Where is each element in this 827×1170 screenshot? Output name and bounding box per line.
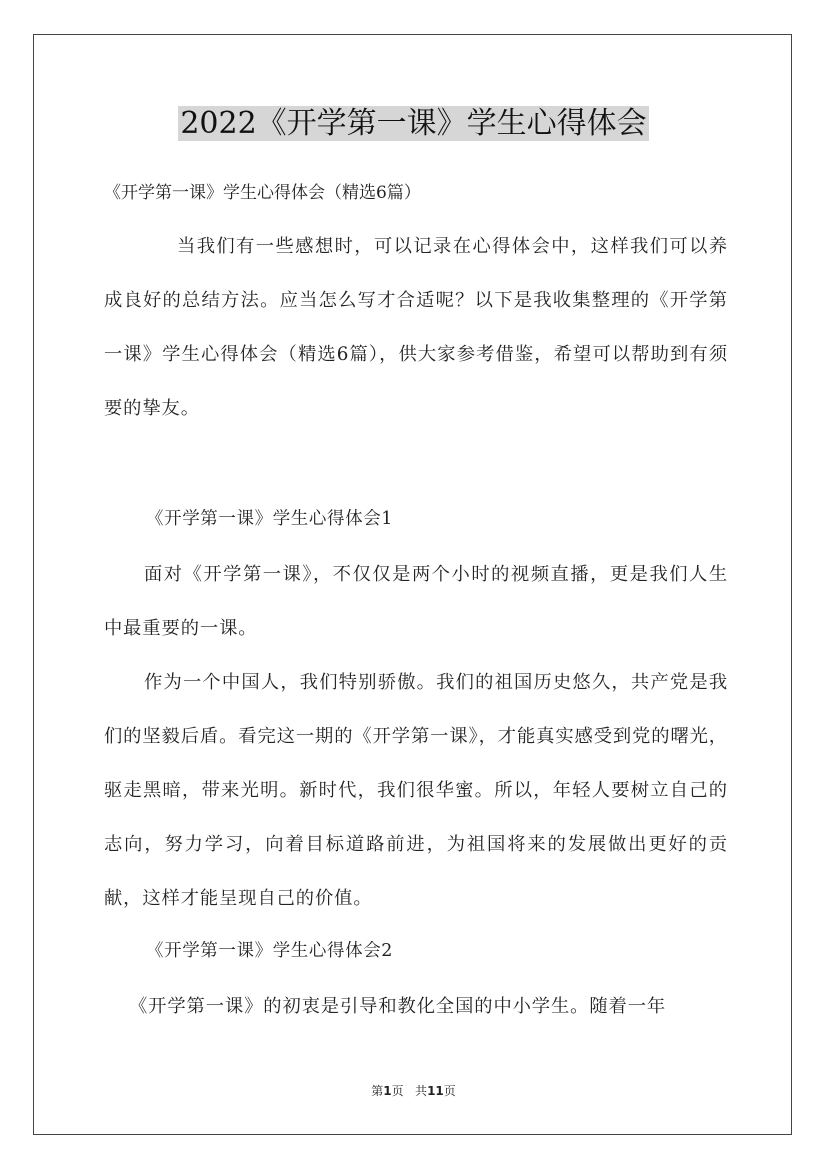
document-title-text: 2022《开学第一课》学生心得体会 (180, 106, 647, 141)
document-subtitle: 《开学第一课》学生心得体会（精选6篇） (104, 183, 421, 203)
section-1-heading: 《开学第一课》学生心得体会1 (146, 509, 394, 529)
section-1-paragraph-1: 面对《开学第一课》，不仅仅是两个小时的视频直播，更是我们人生中最重要的一课。 (104, 564, 728, 639)
section-1-paragraph-2: 作为一个中国人，我们特别骄傲。我们的祖国历史悠久，共产党是我们的坚毅后盾。看完这一期的《开学第一课》，才能真实感受到党的曙光，驱走黑暗，带来光明。新时代，我们很华蜜。所以，年轻人要树立自己的志向，努力学习，向着目标道路前进，为祖国将来的发展做出更好的贡献，这样才能呈现自己的价值。 (104, 672, 728, 909)
total-pages: 11 (427, 1084, 444, 1098)
page-number: 1 (383, 1084, 392, 1098)
section-2-heading: 《开学第一课》学生心得体会2 (146, 941, 394, 961)
page-footer: 第1页 共11页 (371, 1084, 456, 1098)
intro-paragraph: 当我们有一些感想时，可以记录在心得体会中，这样我们可以养成良好的总结方法。应当怎么写才合适呢？以下是我收集整理的《开学第一课》学生心得体会（精选6篇），供大家参考借鉴，希望可以帮助到有须要的挚友。 (104, 236, 728, 419)
section-2-paragraph-1: 《开学第一课》的初衷是引导和教化全国的中小学生。随着一年 (129, 996, 667, 1017)
document-title (0, 98, 827, 150)
